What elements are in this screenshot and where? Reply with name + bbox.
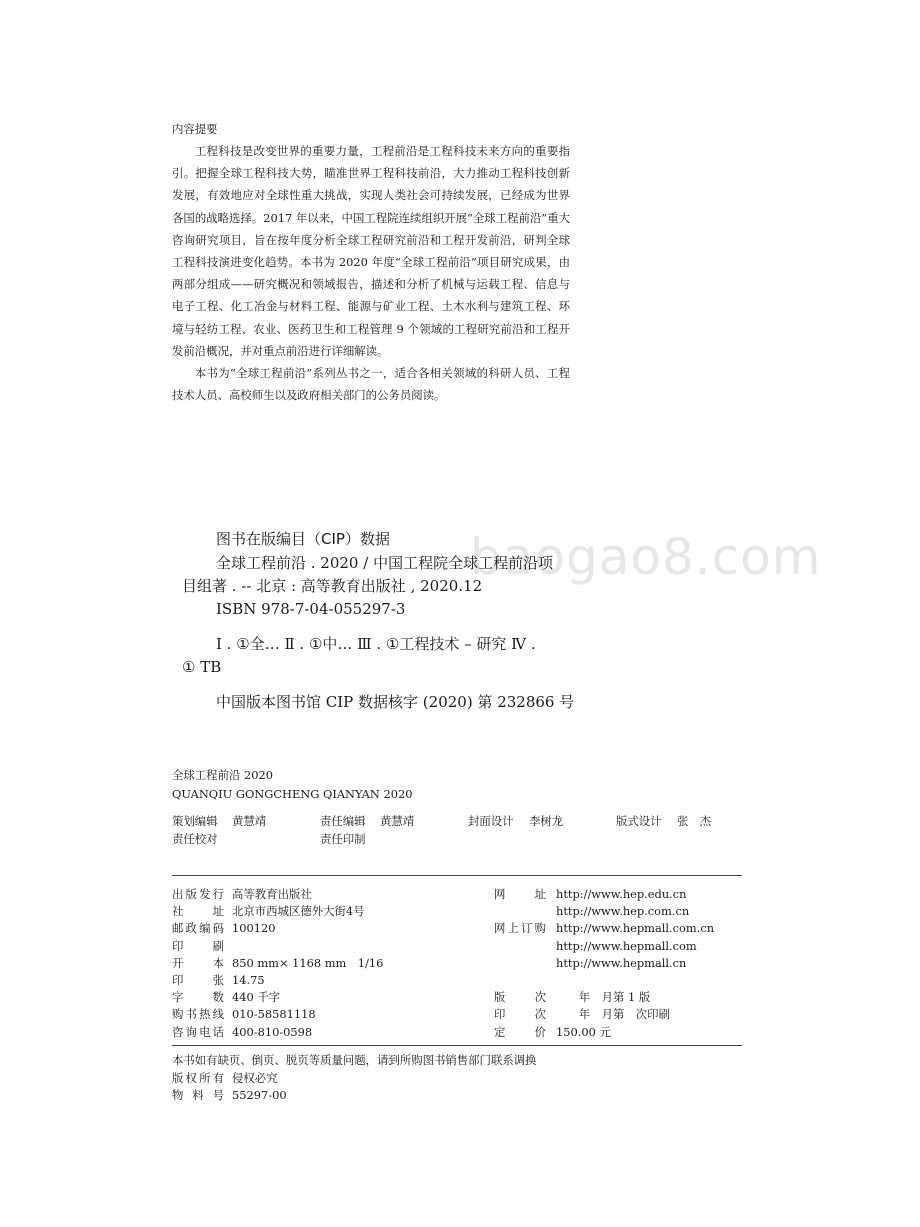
- book-title-cn: 全球工程前沿 2020: [172, 768, 273, 782]
- publication-row: [172, 989, 742, 1006]
- publication-row: [172, 920, 742, 937]
- pub-left-value: 高等教育出版社: [232, 887, 312, 901]
- cip-classification-line-2: ① TB: [182, 658, 222, 676]
- planning-editor: 黄慧靖: [232, 814, 267, 828]
- publication-row: [172, 955, 742, 972]
- pub-right-value: http://www.hepmall.com.cn: [556, 921, 715, 936]
- layout-design-label: 版式设计: [616, 814, 662, 828]
- layout-designer: 张 杰: [677, 814, 712, 828]
- material-value: 55297-00: [232, 1088, 287, 1102]
- summary-heading: 内容提要: [172, 122, 218, 136]
- pub-right-value: http://www.hep.com.cn: [556, 904, 690, 919]
- summary-paragraph-1: 工程科技是改变世界的重要力量，工程前沿是工程科技未来方向的重要指引。把握全球工程科技大势，瞄准世界工程科技前沿，大力推动工程科技创新发展，有效地应对全球性重大挑战，实现人类社会可持续发展，已经成为世界各国的战略选择。2017 年以来，中国工程院连续组织开展“全球工程前沿”重大咨询研究项目，旨在按年度分析全球工程研究前沿和工程开发前沿，研判全球工程科技演进变化趋势。本书为 2020 年度“全球工程前沿”项目研究成果，由两部分组成——研究概况和领域报告，描述和分析了机械与运载工程、信息与电子工程、化工冶金与材料工程、能源与矿业工程、土木水利与建筑工程、环境与轻纺工程、农业、医药卫生和工程管理 9 个领域的工程研究前沿和工程开发前沿概况，并对重点前沿进行详细解读。: [172, 144, 570, 358]
- pub-right-value: 150.00 元: [556, 1024, 611, 1039]
- rights-line: [172, 1070, 537, 1088]
- pub-left-key: 印张: [172, 972, 224, 987]
- publication-info-table: [172, 886, 742, 1041]
- cip-block: [182, 526, 575, 714]
- material-label: 物料号: [172, 1088, 224, 1102]
- publication-row: [172, 1006, 742, 1023]
- pub-right-value: http://www.hepmall.cn: [556, 955, 687, 970]
- cip-entry-line-2: 目组著 . -- 北京 : 高等教育出版社 , 2020.12: [182, 577, 483, 595]
- pub-left-key: 开本: [172, 955, 224, 970]
- responsible-editor-label: 责任编辑: [320, 814, 366, 828]
- pub-right-key: 定价: [494, 1024, 546, 1039]
- cip-title: 图书在版编目（CIP）数据: [216, 530, 390, 548]
- pub-left-value: 北京市西城区德外大街4号: [232, 904, 365, 919]
- cip-entry-line-1: 全球工程前沿 . 2020 / 中国工程院全球工程前沿项: [216, 554, 554, 572]
- pub-left-key: 字数: [172, 990, 224, 1005]
- book-title-pinyin: QUANQIU GONGCHENG QIANYAN 2020: [172, 786, 413, 801]
- pub-right-key: 版次: [494, 990, 546, 1005]
- pub-left-key: 咨询电话: [172, 1024, 224, 1039]
- pub-left-value: 100120: [232, 921, 276, 936]
- rights-value: 侵权必究: [232, 1070, 278, 1085]
- cip-number: 中国版本图书馆 CIP 数据核字 (2020) 第 232866 号: [216, 693, 575, 711]
- pub-left-value: 440 千字: [232, 990, 281, 1005]
- pub-left-value: 400-810-0598: [232, 1024, 313, 1039]
- pub-right-value: http://www.hep.edu.cn: [556, 887, 687, 901]
- cip-isbn: ISBN 978-7-04-055297-3: [216, 600, 406, 618]
- material-line: [172, 1087, 537, 1105]
- printing-supervisor-label: 责任印制: [320, 832, 366, 846]
- pub-left-key: 印刷: [172, 938, 224, 953]
- publication-row: [172, 886, 742, 903]
- pub-left-value: 010-58581118: [232, 1007, 316, 1022]
- publication-row: [172, 903, 742, 920]
- publication-row: [172, 972, 742, 989]
- publication-row: [172, 938, 742, 955]
- pub-right-key: 印次: [494, 1007, 546, 1022]
- footer: [172, 1052, 537, 1105]
- cover-designer: 李树龙: [529, 814, 564, 828]
- cover-design-label: 封面设计: [468, 814, 514, 828]
- pub-right-value: 年 月第 次印刷: [556, 1007, 670, 1022]
- pub-left-value: 14.75: [232, 972, 265, 987]
- divider-top: [172, 875, 742, 876]
- responsible-editor: 黄慧靖: [380, 814, 415, 828]
- watermark-text: baogao8.com: [470, 528, 822, 586]
- divider-bottom: [172, 1045, 742, 1046]
- credits: [172, 812, 732, 852]
- pub-right-key: 网上订购: [494, 921, 546, 936]
- planning-editor-label: 策划编辑: [172, 814, 218, 828]
- pub-left-key: 购书热线: [172, 1007, 224, 1022]
- quality-notice: 本书如有缺页、倒页、脱页等质量问题，请到所购图书销售部门联系调换: [172, 1053, 537, 1067]
- pub-right-key: 网址: [494, 887, 546, 901]
- summary-paragraph-2: 本书为“全球工程前沿”系列丛书之一，适合各相关领域的科研人员、工程技术人员、高校师生以及政府相关部门的公务员阅读。: [172, 366, 570, 403]
- content-summary: [172, 118, 570, 406]
- proofreading-label: 责任校对: [172, 832, 218, 846]
- pub-left-key: 社址: [172, 904, 224, 919]
- pub-right-value: http://www.hepmall.com: [556, 938, 697, 953]
- publication-row: [172, 1024, 742, 1041]
- book-info: [172, 766, 412, 803]
- pub-left-key: 出版发行: [172, 887, 224, 901]
- pub-left-value: 850 mm× 1168 mm 1/16: [232, 955, 384, 970]
- cip-classification-line-1: Ⅰ . ①全… Ⅱ . ①中… Ⅲ . ①工程技术 – 研究 Ⅳ .: [216, 635, 536, 653]
- rights-label: 版权所有: [172, 1070, 224, 1085]
- pub-right-value: 年 月第 1 版: [556, 990, 651, 1005]
- pub-left-key: 邮政编码: [172, 921, 224, 936]
